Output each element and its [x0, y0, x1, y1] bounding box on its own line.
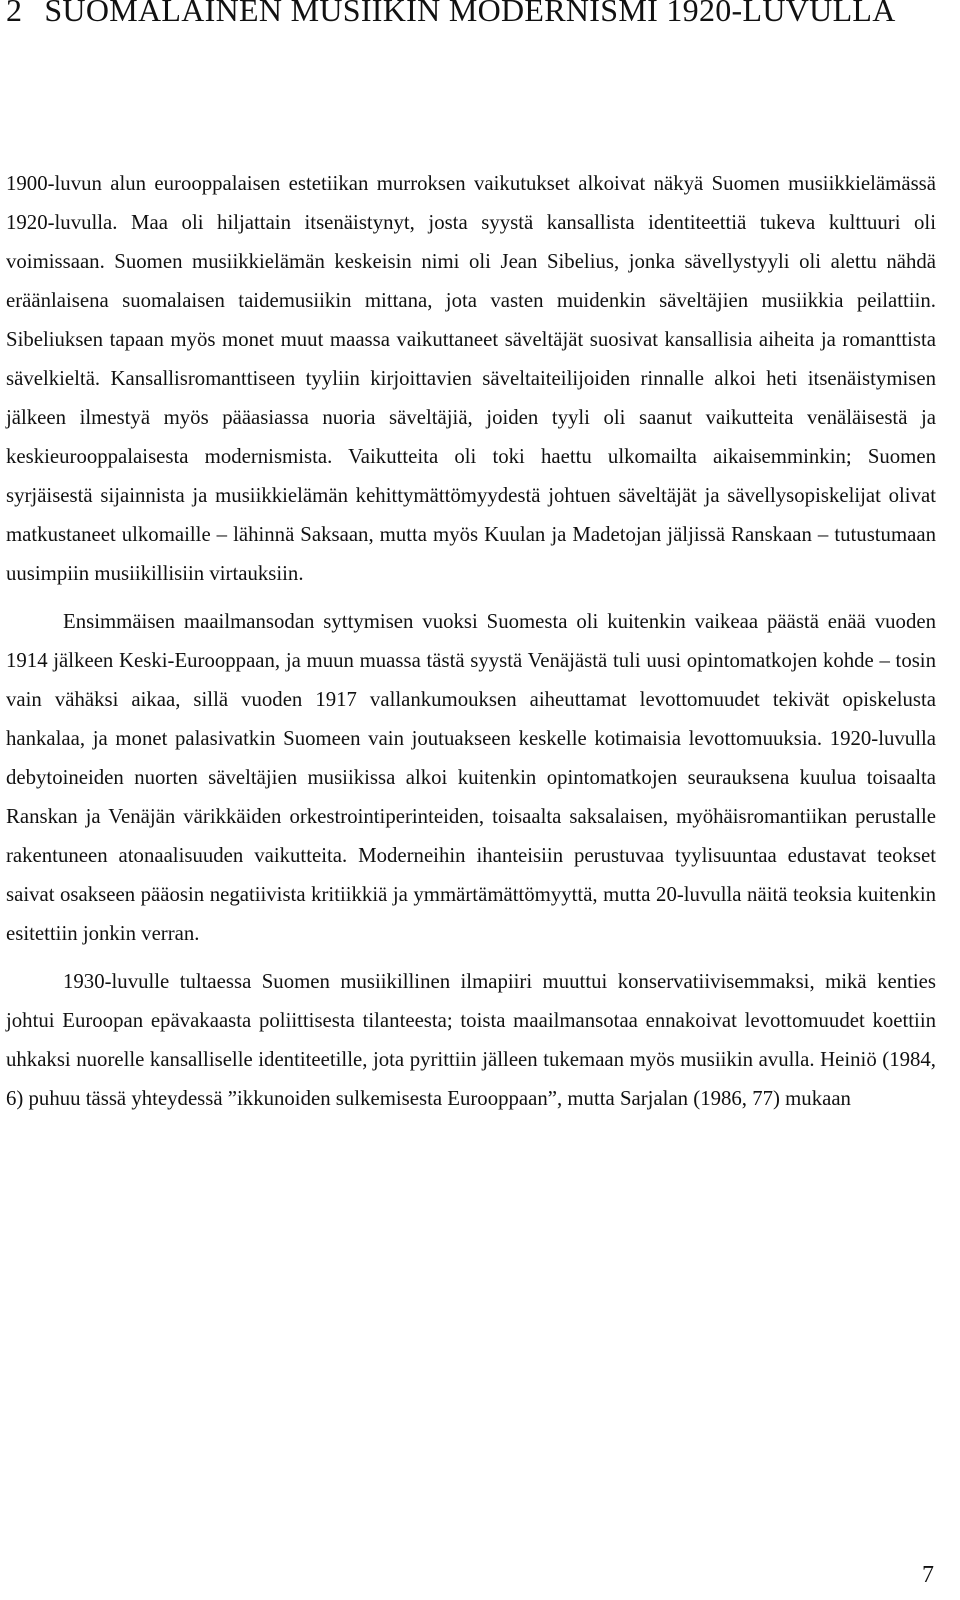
paragraph-2: Ensimmäisen maailmansodan syttymisen vuoksi Suomesta oli kuitenkin vaikeaa päästä enää vuoden 1914 jälkeen Keski-Eurooppaan, ja muun muassa tästä syystä Venäjästä tuli uusi opintomatkojen kohde – tosin vain vähäksi aikaa, sillä vuoden 1917 vallankumouksen aiheuttamat levottomuudet tekivät opiskelusta hankalaa, ja monet palasivatkin Suomeen vain joutuakseen keskelle kotimaisia levottomuuksia. 1920-luvulla debytoineiden nuorten säveltäjien musiikissa alkoi kuitenkin opintomatkojen seurauksena kuulua toisaalta Ranskan ja Venäjän värikkäiden orkestrointiperinteiden, toisaalta saksalaisen, myöhäisromantiikan perustalle rakentuneen atonaalisuuden vaikutteita. Moderneihin ihanteisiin perustuvaa tyylisuuntaa edustavat teokset saivat osakseen pääosin negatiivista kritiikkiä ja ymmärtämättömyyttä, mutta 20-luvulla näitä teoksia kuitenkin esitettiin jonkin verran.	[6, 610, 936, 945]
paragraph-3: 1930-luvulle tultaessa Suomen musiikillinen ilmapiiri muuttui konservatiivisemmaksi, mikä kenties johtui Euroopan epävakaasta poliittisesta tilanteesta; toista maailmansotaa ennakoivat levottomuudet koettiin uhkaksi nuorelle kansalliselle identiteetille, jota pyrittiin jälleen tukemaan myös musiikin avulla. Heiniö (1984, 6) puhuu tässä yhteydessä ”ikkunoiden sulkemisesta Eurooppaan”, mutta Sarjalan (1986, 77) mukaan	[6, 970, 936, 1110]
chapter-heading	[6, 0, 936, 35]
page-number: 7	[922, 1562, 934, 1588]
paragraph-1: 1900-luvun alun eurooppalaisen estetiikan murroksen vaikutukset alkoivat näkyä Suomen musiikkielämässä 1920-luvulla. Maa oli hiljattain itsenäistynyt, josta syystä kansallista identiteettiä tukeva kulttuuri oli voimissaan. Suomen musiikkielämän keskeisin nimi oli Jean Sibelius, jonka sävellystyyli oli alettu nähdä eräänlaisena suomalaisen taidemusiikin mittana, jota vasten muidenkin säveltäjien musiikkia peilattiin. Sibeliuksen tapaan myös monet muut maassa vaikuttaneet säveltäjät suosivat kansallisia aiheita ja romanttista sävelkieltä. Kansallisromanttiseen tyyliin kirjoittavien säveltaiteilijoiden rinnalle alkoi heti itsenäistymisen jälkeen ilmestyä myös pääasiassa nuoria säveltäjiä, joiden tyyli oli saanut vaikutteita venäläisestä ja keskieurooppalaisesta modernismista. Vaikutteita oli toki haettu ulkomailta aikaisemminkin; Suomen syrjäisestä sijainnista ja musiikkielämän kehittymättömyydestä johtuen säveltäjät ja sävellysopiskelijat olivat matkustaneet ulkomaille – lähinnä Saksaan, mutta myös Kuulan ja Madetojan jäljissä Ranskaan – tutustumaan uusimpiin musiikillisiin virtauksiin.	[6, 172, 936, 585]
chapter-title: SUOMALAINEN MUSIIKIN MODERNISMI 1920-LUVULLA	[44, 0, 896, 28]
body-text	[6, 164, 936, 1118]
chapter-number: 2	[6, 0, 23, 28]
